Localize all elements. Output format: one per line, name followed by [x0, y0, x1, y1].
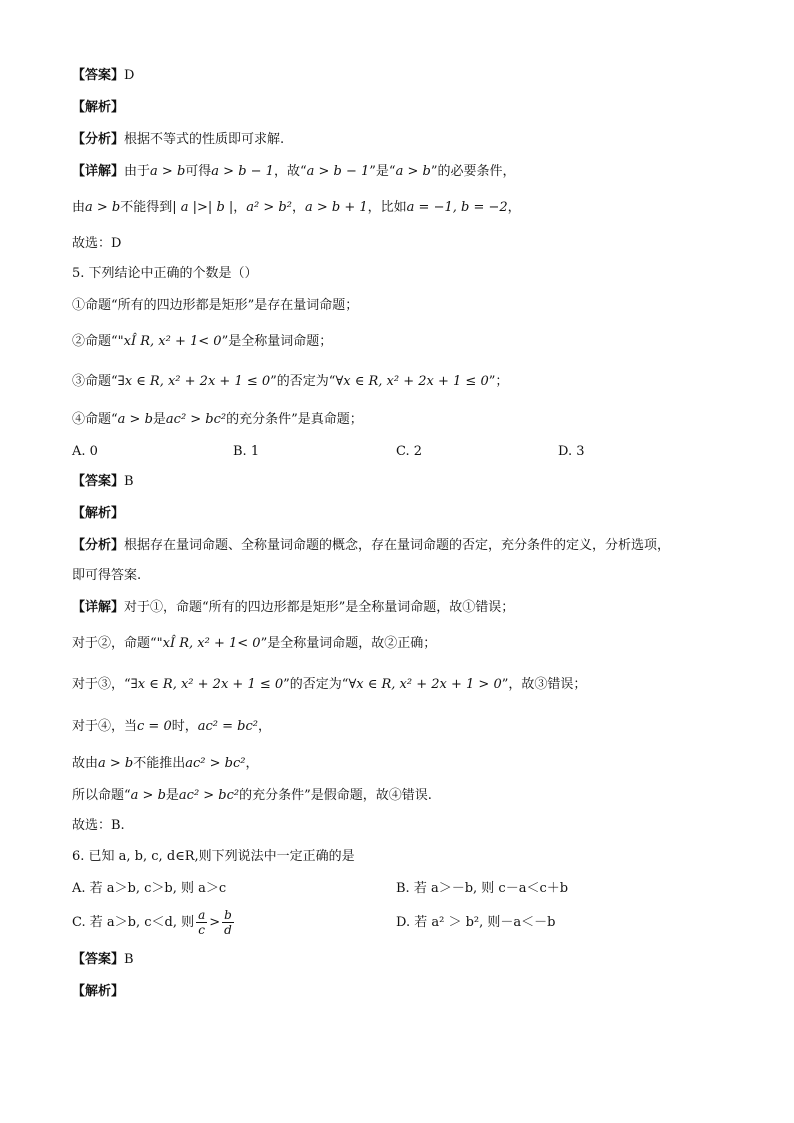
math: ∃x ∈ R, x² + 2x + 1 ≤ 0: [117, 374, 271, 389]
math: ∃x ∈ R, x² + 2x + 1 ≤ 0: [130, 677, 284, 692]
text: ，故“: [273, 164, 307, 179]
fenxi-tag: 【分析】: [72, 538, 125, 553]
text: ，: [233, 200, 247, 215]
text: ②命题“: [72, 334, 118, 349]
math: | a |>| b |: [172, 200, 234, 215]
text: 是: [165, 788, 179, 803]
math: ac² > bc²: [165, 412, 227, 427]
q5-detail-5: [72, 754, 259, 774]
q5-guxuan: 故选：B.: [72, 818, 125, 833]
text: 故由: [72, 756, 99, 771]
text: ④命题“: [72, 412, 118, 427]
numerator: a: [198, 908, 206, 922]
text: ”的否定为“: [283, 677, 349, 692]
math: a > b − 1: [306, 164, 370, 179]
text: 对于②，命题“: [72, 636, 157, 651]
text: ”的否定为“: [270, 374, 336, 389]
q4-guxuan: 故选：D: [72, 236, 122, 251]
q6-option-b: B. 若 a＞－b, 则 c－a＜c＋b: [396, 881, 569, 896]
q5-detail-3: [72, 675, 586, 695]
math: a > b: [98, 756, 134, 771]
q5-option-d: D. 3: [558, 444, 585, 459]
text: ”，故③错误；: [501, 677, 587, 692]
q5-statement-2: [72, 332, 332, 352]
q6-jiexi-tag: 【解析】: [72, 984, 125, 999]
math: a > b: [117, 412, 153, 427]
q4-xiangjie-line2: [72, 198, 521, 218]
text: 对于③，“: [72, 677, 131, 692]
text: ，: [257, 719, 271, 734]
math: a² > b²: [246, 200, 292, 215]
math: a > b − 1: [211, 164, 274, 179]
math: a > b: [150, 164, 186, 179]
numerator: b: [224, 908, 232, 922]
text: 的充分条件”是假命题，故④错误.: [239, 788, 432, 803]
q5-detail-6: [72, 786, 432, 806]
math: ac² = bc²: [197, 719, 258, 734]
text: ，比如: [367, 200, 407, 215]
text: 是: [152, 412, 166, 427]
fenxi-text: 根据存在量词命题、全称量词命题的概念，存在量词命题的否定，充分条件的定义，分析选项，: [124, 538, 671, 553]
text: ，: [291, 200, 305, 215]
q5-detail-1: [72, 598, 514, 618]
xiangjie-tag: 【详解】: [72, 164, 125, 179]
q5-statement-4: [72, 410, 363, 430]
text: 的充分条件”是真命题；: [226, 412, 363, 427]
text: 不能得到: [120, 200, 173, 215]
math: c = 0: [137, 719, 172, 734]
text: 由于: [124, 164, 151, 179]
q4-xiangjie-line1: [72, 162, 515, 182]
text: ，: [245, 756, 259, 771]
q5-statement-1: ①命题“所有的四边形都是矩形”是存在量词命题；: [72, 298, 359, 313]
q5-option-c: C. 2: [396, 444, 423, 459]
q5-jiexi-tag: 【解析】: [72, 506, 125, 521]
denominator: d: [224, 923, 232, 937]
text: ”；: [488, 374, 509, 389]
text: ，: [507, 200, 521, 215]
q5-answer-line: [72, 472, 134, 492]
text: 可得: [185, 164, 212, 179]
math: ac² > bc²: [178, 788, 240, 803]
math: a = −1, b = −2: [406, 200, 508, 215]
q5-option-a: A. 0: [72, 444, 98, 459]
fenxi-tag: 【分析】: [72, 132, 125, 147]
answer-value: B: [124, 474, 134, 489]
answer-tag: 【答案】: [72, 952, 125, 967]
math: "xÎ R, x² + 1< 0: [117, 334, 222, 349]
math: a > b: [130, 788, 166, 803]
math: ∀x ∈ R, x² + 2x + 1 > 0: [348, 677, 502, 692]
q4-answer-line: [72, 66, 134, 86]
math: a > b: [85, 200, 121, 215]
q5-detail-4: [72, 717, 271, 737]
text: 不能推出: [133, 756, 186, 771]
math: >: [209, 915, 221, 930]
math: a > b: [395, 164, 431, 179]
q5-fenxi-line1: [72, 536, 670, 556]
q5-statement-3: [72, 372, 508, 392]
answer-tag: 【答案】: [72, 68, 125, 83]
answer-value: D: [124, 68, 135, 83]
q6-answer-line: [72, 950, 134, 970]
q6-option-d: D. 若 a² ＞ b², 则－a＜－b: [396, 915, 556, 930]
answer-tag: 【答案】: [72, 474, 125, 489]
q4-fenxi-line: [72, 130, 284, 150]
text: ”的必要条件，: [430, 164, 516, 179]
q4-jiexi-tag: 【解析】: [72, 100, 125, 115]
answer-value: B: [124, 952, 134, 967]
fraction-a-over-c: [196, 908, 207, 937]
text: ③命题“: [72, 374, 118, 389]
q6-option-c: [72, 906, 236, 940]
text: 所以命题“: [72, 788, 131, 803]
fenxi-text: 根据不等式的性质即可求解.: [124, 132, 285, 147]
text: ”是全称量词命题，故②正确；: [260, 636, 437, 651]
math: ac² > bc²: [185, 756, 246, 771]
text: 对于④，当: [72, 719, 138, 734]
q5-stem: 5. 下列结论中正确的个数是（）: [72, 266, 258, 281]
text: C. 若 a＞b, c＜d, 则: [72, 915, 195, 930]
q5-fenxi-line2: 即可得答案.: [72, 568, 142, 583]
q6-stem: 6. 已知 a, b, c, d∈R,则下列说法中一定正确的是: [72, 849, 355, 864]
text: 时，: [171, 719, 198, 734]
q6-option-a: A. 若 a＞b, c＞b, 则 a＞c: [72, 881, 227, 896]
q5-detail-2: [72, 634, 436, 654]
fraction-b-over-d: [222, 908, 234, 937]
q5-option-b: B. 1: [233, 444, 260, 459]
text: ”是全称量词命题；: [221, 334, 333, 349]
text: 对于①，命题“所有的四边形都是矩形”是全称量词命题，故①错误；: [124, 600, 515, 615]
math: "xÎ R, x² + 1< 0: [156, 636, 261, 651]
math: a > b + 1: [304, 200, 368, 215]
denominator: c: [198, 923, 206, 937]
math: ∀x ∈ R, x² + 2x + 1 ≤ 0: [335, 374, 489, 389]
text: 由: [72, 200, 86, 215]
text: ”是“: [369, 164, 396, 179]
xiangjie-tag: 【详解】: [72, 600, 125, 615]
